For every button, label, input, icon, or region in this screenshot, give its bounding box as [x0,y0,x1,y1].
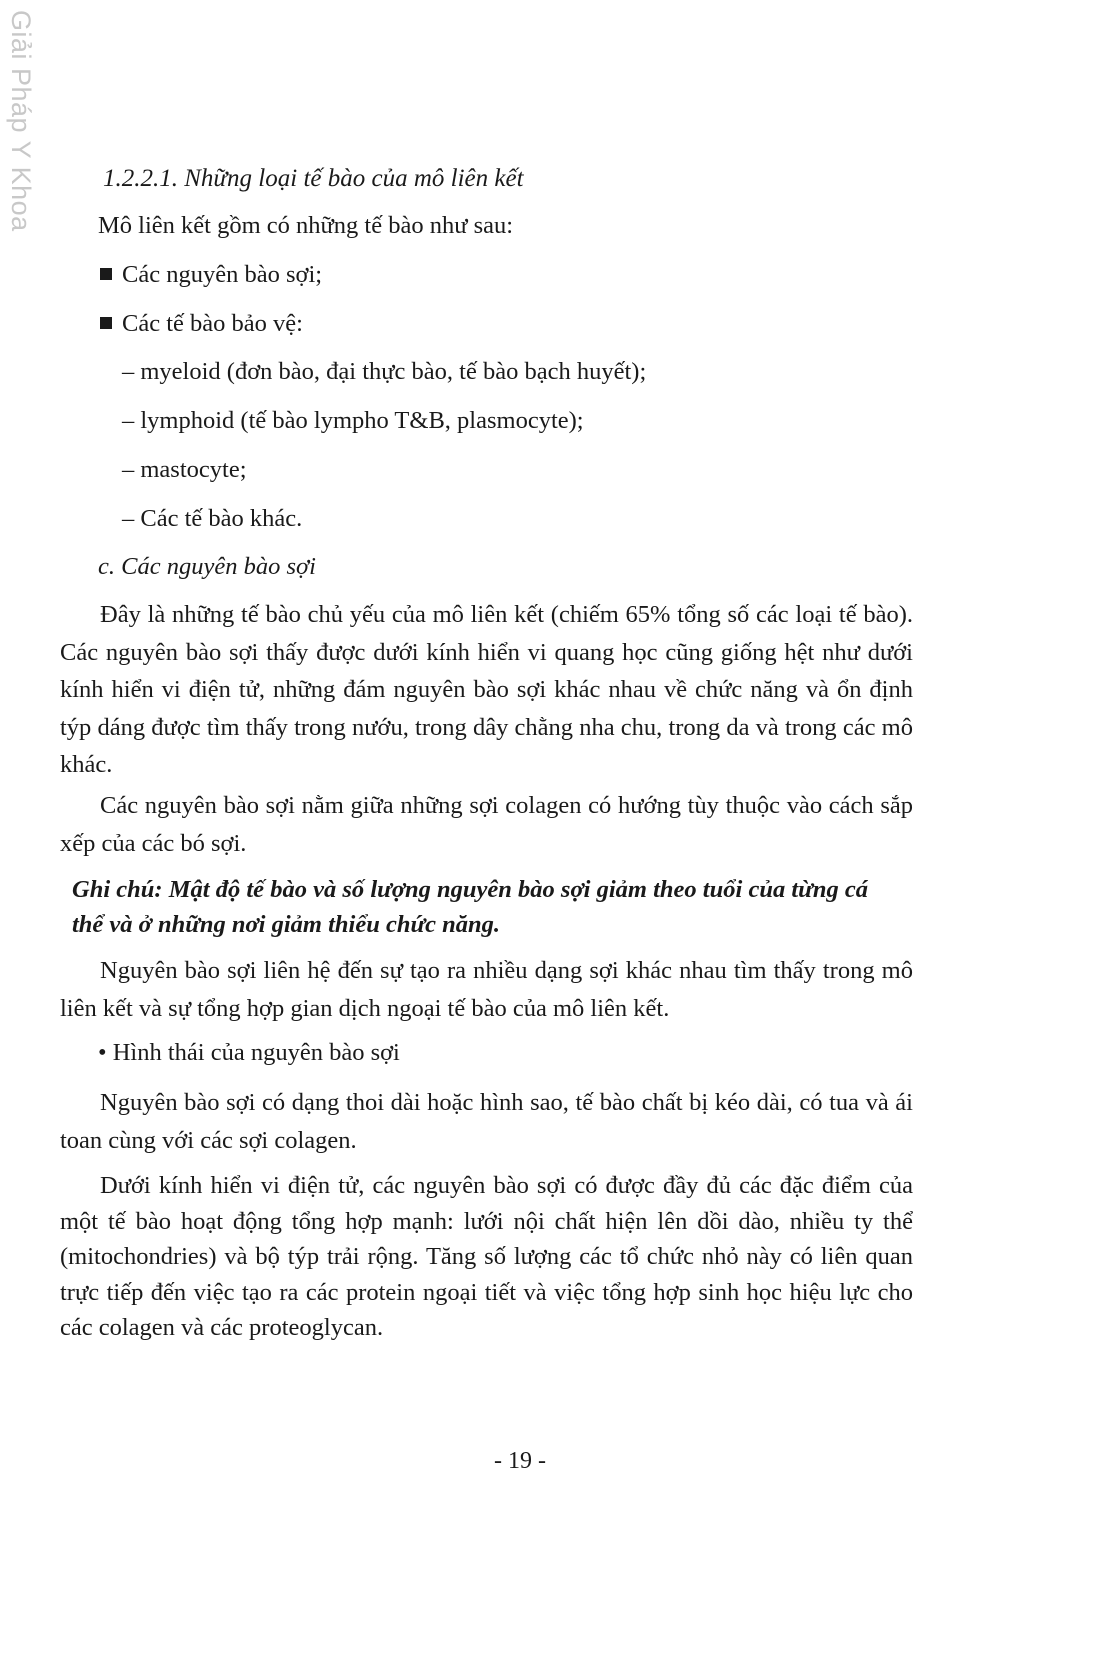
sub-item: – lymphoid (tế bào lympho T&B, plasmocyte); [122,407,584,434]
square-bullet-icon [100,268,112,280]
subsection-heading: c. Các nguyên bào sợi [98,553,316,580]
section-heading: 1.2.2.1. Những loại tế bào của mô liên kết [103,165,524,192]
bullet-text: Các tế bào bảo vệ: [122,310,303,337]
watermark-text: Giải Pháp Y Khoa [6,10,36,232]
sub-item: – myeloid (đơn bào, đại thực bào, tế bào bạch huyết); [122,358,647,385]
bullet-item [100,309,303,339]
paragraph: Đây là những tế bào chủ yếu của mô liên kết (chiếm 65% tổng số các loại tế bào). Các nguyên bào sợi thấy được dưới kính hiển vi quang học cũng giống hệt như dưới kính hiển vi điện tử, những đám nguyên bào sợi khác nhau về chức năng và ổn định týp dáng được tìm thấy trong nướu, trong dây chằng nha chu, trong da và trong các mô khác. [60,601,913,778]
intro-text: Mô liên kết gồm có những tế bào như sau: [98,212,514,239]
paragraph: Dưới kính hiển vi điện tử, các nguyên bào sợi có được đầy đủ các đặc điểm của một tế bào hoạt động tổng hợp mạnh: lưới nội chất hiện lên dồi dào, nhiều ty thể (mitochondries) và bộ týp trải rộng. Tăng số lượng các tổ chức nhỏ này có liên quan trực tiếp đến việc tạo ra các protein ngoại tiết và việc tổng hợp sinh học hiệu lực cho các colagen và các proteoglycan. [60,1172,913,1341]
paragraph: Nguyên bào sợi liên hệ đến sự tạo ra nhiều dạng sợi khác nhau tìm thấy trong mô liên kết và sự tổng hợp gian dịch ngoại tế bào của mô liên kết. [60,957,913,1022]
sub-item: – Các tế bào khác. [122,505,303,532]
paragraph: Các nguyên bào sợi nằm giữa những sợi colagen có hướng tùy thuộc vào cách sắp xếp của các bó sợi. [60,792,913,857]
page-number: - 19 - [494,1448,546,1474]
paragraph: Nguyên bào sợi có dạng thoi dài hoặc hình sao, tế bào chất bị kéo dài, có tua và ái toan cùng với các sợi colagen. [60,1089,913,1154]
bullet-text: Các nguyên bào sợi; [122,261,323,288]
note-text: Ghi chú: Mật độ tế bào và số lượng nguyên bào sợi giảm theo tuổi của từng cá thể và ở những nơi giảm thiểu chức năng. [72,876,868,938]
bullet-item [100,260,322,290]
morphology-heading: • Hình thái của nguyên bào sợi [98,1039,400,1066]
sub-item: – mastocyte; [122,456,247,483]
square-bullet-icon [100,317,112,329]
